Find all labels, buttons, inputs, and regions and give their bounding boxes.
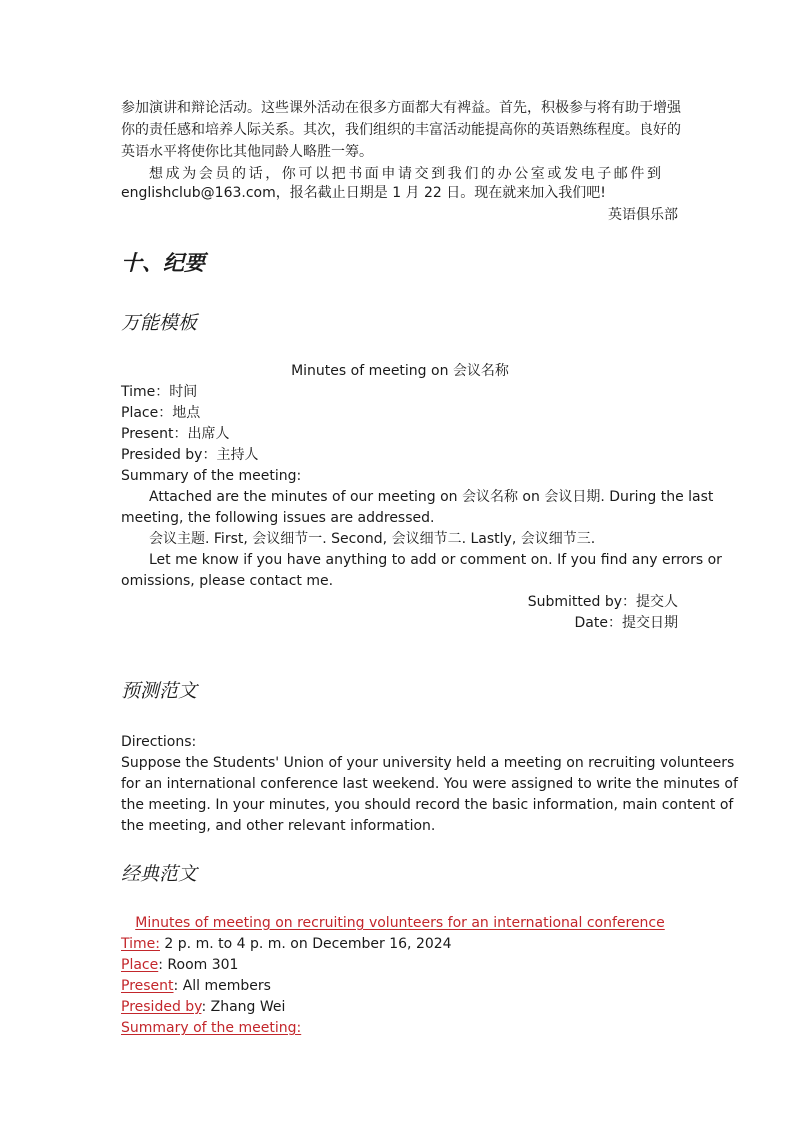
template-presided: Presided by：主持人 (121, 447, 259, 463)
template-date: Date：提交日期 (574, 615, 678, 631)
intro-line-3: 英语水平将使你比其他同龄人略胜一筹。 (121, 144, 373, 160)
template-present: Present：出席人 (121, 426, 230, 442)
intro-line-1: 参加演讲和辩论活动。这些课外活动在很多方面都大有裨益。首先，积极参与将有助于增强 (121, 100, 681, 116)
template-submitted: Submitted by：提交人 (527, 594, 678, 610)
intro-signature: 英语俱乐部 (608, 207, 678, 223)
classic-presided-label: Presided by (121, 999, 202, 1015)
prediction-directions-label: Directions: (121, 734, 197, 750)
classic-present-row (121, 976, 271, 996)
prediction-line-3: the meeting. In your minutes, you should record the basic information, main content of (121, 797, 734, 813)
classic-title: Minutes of meeting on recruiting volunteers for an international conference (135, 915, 665, 931)
template-para2: 会议主题. First, 会议细节一. Second, 会议细节二. Lastly, 会议细节三. (149, 531, 596, 547)
intro-line-4: 想成为会员的话，你可以把书面申请交到我们的办公室或发电子邮件到 (149, 166, 664, 182)
prediction-line-2: for an international conference last weekend. You were assigned to write the minutes of (121, 776, 738, 792)
template-para1-line2: meeting, the following issues are addressed. (121, 510, 435, 526)
intro-line-2: 你的责任感和培养人际关系。其次，我们组织的丰富活动能提高你的英语熟练程度。良好的 (121, 122, 681, 138)
template-heading: 万能模板 (121, 312, 198, 334)
classic-place-row (121, 955, 238, 975)
template-para3-line1: Let me know if you have anything to add or comment on. If you find any errors or (149, 552, 722, 568)
template-para3-line2: omissions, please contact me. (121, 573, 334, 589)
template-para1-line1: Attached are the minutes of our meeting on 会议名称 on 会议日期. During the last (149, 489, 714, 505)
classic-heading: 经典范文 (121, 863, 198, 885)
classic-time-value: 2 p. m. to 4 p. m. on December 16, 2024 (159, 936, 452, 952)
classic-present-value: : All members (173, 978, 271, 994)
classic-presided-row (121, 997, 285, 1017)
classic-time-row (121, 934, 452, 954)
template-summary-label: Summary of the meeting: (121, 468, 302, 484)
classic-time-label: Time: (121, 936, 160, 952)
prediction-heading: 预测范文 (121, 680, 198, 702)
classic-present-label: Present (121, 978, 174, 994)
template-time: Time：时间 (121, 384, 198, 400)
intro-line-5: englishclub@163.com，报名截止日期是 1 月 22 日。现在就来加入我们吧! (121, 185, 606, 201)
template-title: Minutes of meeting on 会议名称 (291, 363, 509, 379)
classic-place-value: : Room 301 (158, 957, 239, 973)
template-place: Place：地点 (121, 405, 201, 421)
prediction-line-1: Suppose the Students' Union of your university held a meeting on recruiting volunteers (121, 755, 735, 771)
classic-summary-label: Summary of the meeting: (121, 1020, 302, 1036)
prediction-line-4: the meeting, and other relevant information. (121, 818, 436, 834)
classic-presided-value: : Zhang Wei (201, 999, 286, 1015)
classic-place-label: Place (121, 957, 159, 973)
section-title: 十、纪要 (121, 251, 205, 275)
